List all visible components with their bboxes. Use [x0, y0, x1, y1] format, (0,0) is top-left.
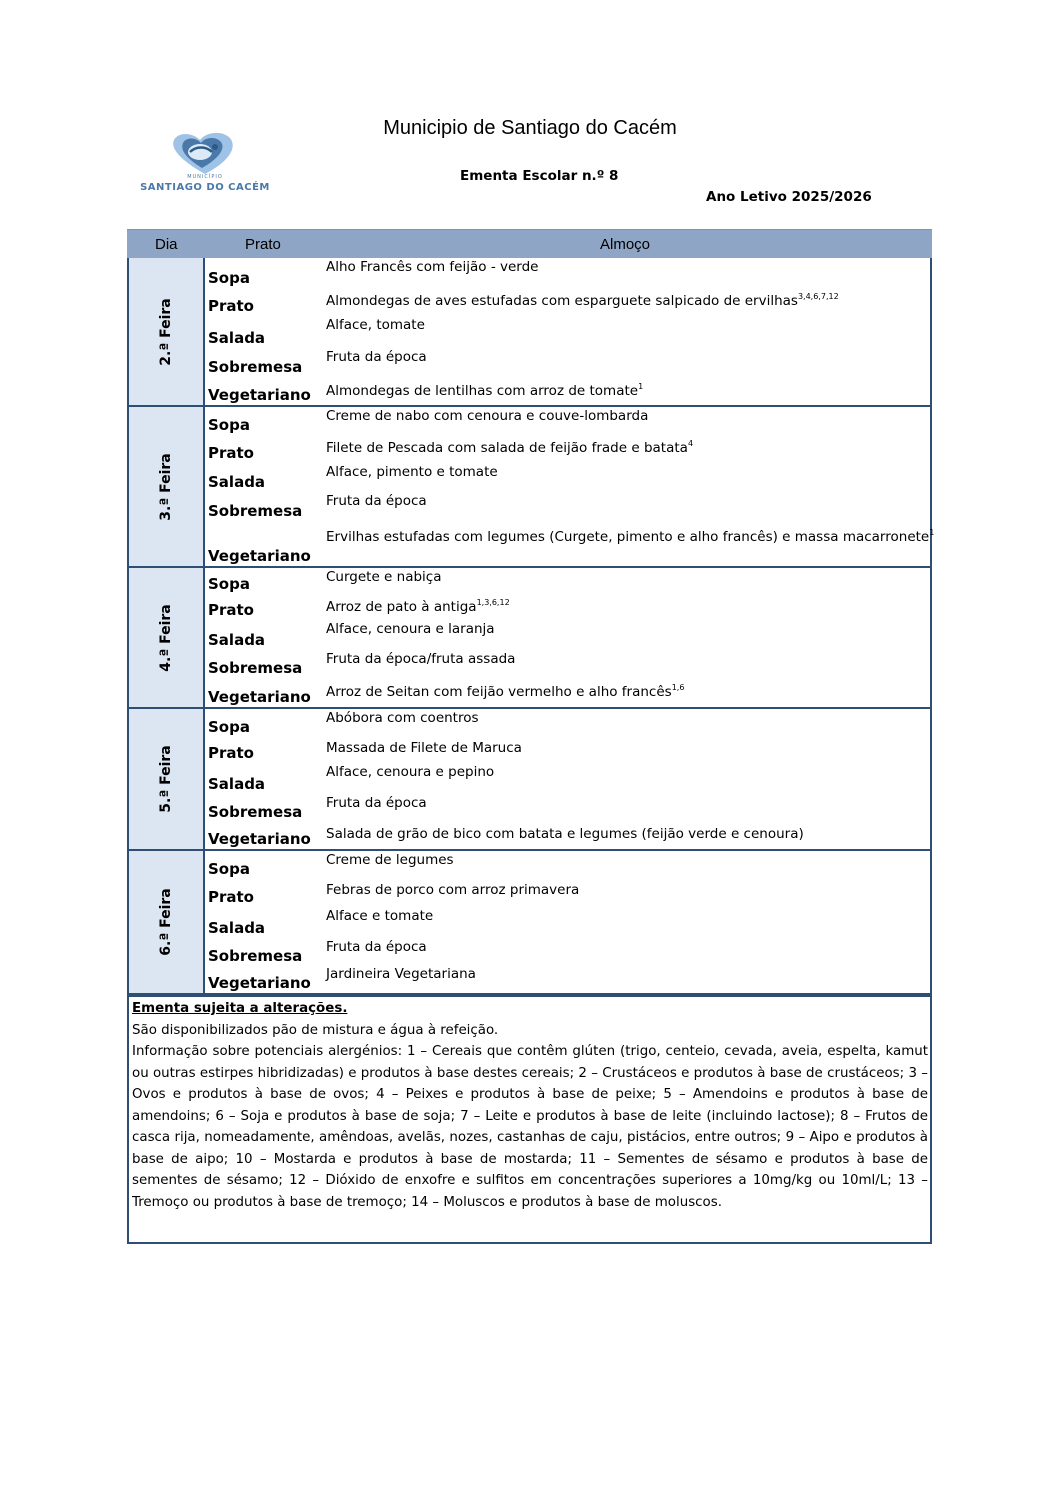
category-label: Sobremesa — [208, 659, 303, 677]
table-row — [205, 851, 930, 879]
day-block-quarta — [129, 566, 930, 707]
dish-text: Fruta da época — [326, 349, 427, 365]
dish-text: Massada de Filete de Maruca — [326, 740, 522, 756]
table-row — [205, 316, 930, 348]
category-label: Salada — [208, 775, 266, 793]
logo-top-text: MUNICÍPIO — [187, 174, 223, 180]
dish-text: Alface, pimento e tomate — [326, 464, 498, 480]
category-label: Sopa — [208, 416, 250, 434]
table-row — [205, 492, 930, 521]
table-row — [205, 348, 930, 377]
category-label: Prato — [208, 744, 254, 762]
dish-text: Creme de nabo com cenoura e couve-lombarda — [326, 408, 649, 424]
dish-text: Fruta da época — [326, 493, 427, 509]
category-label: Sobremesa — [208, 947, 303, 965]
municipality-logo — [140, 130, 270, 200]
dish-text: Filete de Pescada com salada de feijão frade e batata$^4$ — [326, 439, 694, 456]
category-label: Sopa — [208, 718, 250, 736]
allergen-codes: 1,6 — [671, 683, 685, 692]
dish-text: Creme de legumes — [326, 852, 454, 868]
category-label: Vegetariano — [208, 386, 311, 404]
table-row — [205, 907, 930, 938]
category-label: Salada — [208, 919, 266, 937]
category-label: Prato — [208, 444, 254, 462]
day-label: 2.ª Feira — [129, 258, 205, 405]
dish-text: Abóbora com coentros — [326, 710, 479, 726]
table-row — [205, 568, 930, 594]
logo-name: SANTIAGO DO CACÉM — [140, 182, 270, 193]
dish-text: Fruta da época/fruta assada — [326, 651, 516, 667]
dish-text: Alface, tomate — [326, 317, 425, 333]
category-label: Prato — [208, 888, 254, 906]
day-block-segunda — [129, 258, 930, 405]
day-label: 3.ª Feira — [129, 407, 205, 566]
dish-text: Almondegas de lentilhas com arroz de tomate$^1$ — [326, 382, 644, 399]
table-row — [205, 966, 930, 993]
dish-text: Alface, cenoura e laranja — [326, 621, 495, 637]
allergen-codes: 1 — [929, 528, 935, 537]
day-block-terca — [129, 405, 935, 566]
school-year: Ano Letivo 2025/2026 — [706, 189, 872, 205]
notes-box — [127, 995, 932, 1244]
category-label: Sobremesa — [208, 803, 303, 821]
page-title: Municipio de Santiago do Cacém — [383, 117, 677, 139]
menu-table — [127, 229, 935, 1244]
dish-text: Alho Francês com feijão - verde — [326, 259, 539, 275]
category-label: Vegetariano — [208, 830, 311, 848]
category-label: Sobremesa — [208, 502, 303, 520]
table-row — [205, 822, 930, 849]
day-block-quinta — [129, 707, 930, 849]
notes-section — [129, 995, 930, 1242]
dish-text: Ervilhas estufadas com legumes (Curgete, pimento e alho francês) e massa macarronete$^1$ — [326, 528, 935, 545]
allergen-codes: 3,4,6,7,12 — [797, 292, 839, 301]
category-label: Sopa — [208, 860, 250, 878]
category-label: Sopa — [208, 575, 250, 593]
allergen-codes: 1 — [638, 382, 644, 391]
table-row — [205, 521, 935, 566]
category-label: Salada — [208, 329, 266, 347]
dish-text: Fruta da época — [326, 795, 427, 811]
table-row — [205, 737, 930, 763]
dish-text: Fruta da época — [326, 939, 427, 955]
table-row — [205, 377, 930, 405]
category-label: Salada — [208, 631, 266, 649]
table-header — [127, 229, 932, 258]
category-label: Sobremesa — [208, 358, 303, 376]
day-label: 5.ª Feira — [129, 709, 205, 849]
day-label: 6.ª Feira — [129, 851, 205, 993]
ementa-number: Ementa Escolar n.º 8 — [460, 168, 619, 184]
column-header-prato: Prato — [245, 236, 281, 253]
column-header-dia: Dia — [155, 236, 178, 253]
category-label: Prato — [208, 601, 254, 619]
category-label: Prato — [208, 297, 254, 315]
table-row — [205, 288, 930, 316]
table-row — [205, 258, 930, 288]
dish-text: Curgete e nabiça — [326, 569, 442, 585]
table-row — [205, 794, 930, 822]
notes-allergens: Informação sobre potenciais alergénios: 1 – Cereais que contêm glúten (trigo, centeio, cevada, aveia, espelta, kamut ou outras estirpes hibridizadas) e produtos à base destes cereais; 2 – Crustáceos e produtos à base de crustáceos; 3 – Ovos e produtos à base de ovos; 4 – Peixes e produtos à base de peixe; 5 – Amendoins e produtos à base de amendoins; 6 – Soja e produtos à base de soja; 7 – Leite e produtos à base de leite (incluindo lactose); 8 – Frutos de casca rija, nomeadamente, amêndoas, avelãs, nozes, castanhas de caju, pistácios, entre outros; 9 – Aipo e produtos à base de aipo; 10 – Mostarda e produtos à base de mostarda; 11 – Sementes de sésamo e produtos à base de sementes de sésamo; 12 – Dióxido de enxofre e sulfitos em concentrações superiores a 10mg/kg ou 10ml/L; 13 – Tremoço ou produtos à base de tremoço; 14 – Moluscos e produtos à base de moluscos. — [132, 1044, 928, 1210]
table-row — [205, 763, 930, 794]
table-row — [205, 435, 930, 463]
dish-text: Alface e tomate — [326, 908, 434, 924]
table-row — [205, 407, 930, 435]
dish-text: Salada de grão de bico com batata e legumes (feijão verde e cenoura) — [326, 826, 804, 842]
allergen-codes: 4 — [687, 439, 694, 448]
table-body — [127, 258, 935, 995]
category-label: Vegetariano — [208, 547, 311, 565]
table-row — [205, 879, 930, 907]
notes-bread-water: São disponibilizados pão de mistura e água à refeição. — [132, 1022, 499, 1038]
table-row — [205, 938, 930, 966]
dish-text: Jardineira Vegetariana — [326, 966, 476, 982]
heart-logo-icon — [140, 130, 270, 176]
dish-text: Alface, cenoura e pepino — [326, 764, 495, 780]
dish-text: Almondegas de aves estufadas com esparguete salpicado de ervilhas$^{3,4,6,7,12}$ — [326, 292, 839, 309]
category-label: Sopa — [208, 269, 250, 287]
table-row — [205, 594, 930, 620]
notes-title: Ementa sujeita a alterações. — [132, 1001, 348, 1016]
category-label: Salada — [208, 473, 266, 491]
day-label: 4.ª Feira — [129, 568, 205, 707]
category-label: Vegetariano — [208, 688, 311, 706]
day-block-sexta — [129, 849, 930, 993]
table-row — [205, 650, 930, 678]
dish-text: Arroz de Seitan com feijão vermelho e alho francês$^{1,6}$ — [326, 683, 685, 700]
table-row — [205, 678, 930, 707]
category-label: Vegetariano — [208, 974, 311, 992]
table-row — [205, 709, 930, 737]
column-header-almoco: Almoço — [600, 236, 651, 253]
table-row — [205, 620, 930, 650]
dish-text: Febras de porco com arroz primavera — [326, 882, 580, 898]
table-row — [205, 463, 930, 492]
dish-text: Arroz de pato à antiga$^{1,3,6,12}$ — [326, 598, 510, 615]
allergen-codes: 1,3,6,12 — [476, 598, 510, 607]
